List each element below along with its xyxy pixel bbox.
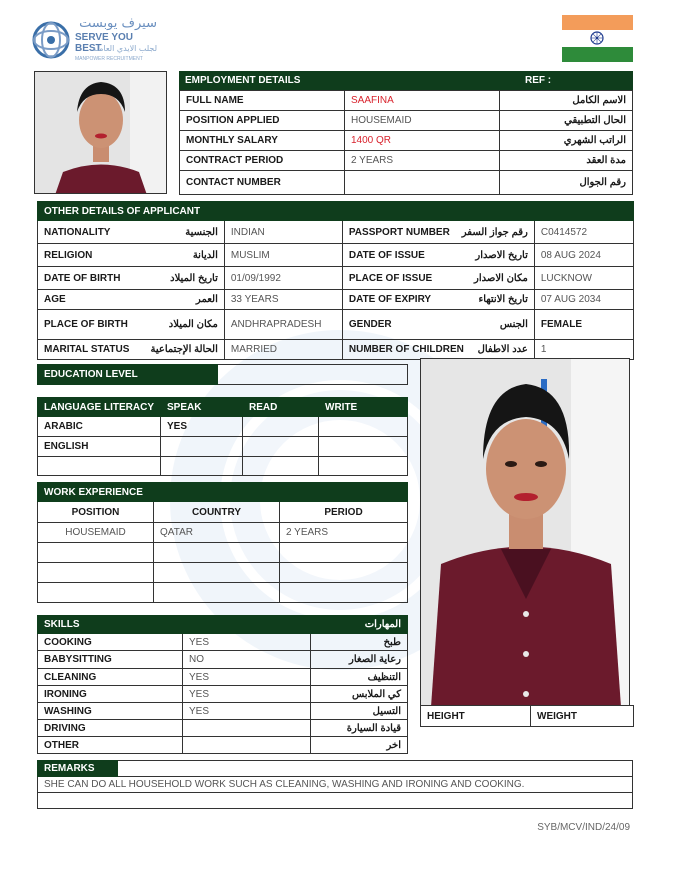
table-row [38, 340, 634, 360]
skill-value: YES [183, 669, 311, 686]
measurements-table [420, 705, 634, 727]
write-col-header: WRITE [319, 398, 408, 417]
contract-period-arabic: مدة العقد [500, 151, 633, 171]
skill-arabic: رعاية الصغار [311, 651, 408, 669]
date-of-birth-value: 01/09/1992 [224, 267, 342, 290]
weight-label: WEIGHT [531, 706, 634, 727]
ref-label: REF : [519, 71, 633, 90]
period-cell [280, 563, 408, 583]
education-table [37, 364, 408, 385]
table-row [38, 720, 408, 737]
height-label: HEIGHT [421, 706, 531, 727]
skill-arabic: التسيل [311, 703, 408, 720]
table-row [180, 131, 633, 151]
other-details-table [37, 201, 634, 360]
gender-value: FEMALE [534, 310, 633, 340]
table-row [38, 523, 408, 543]
number-of-children-label: NUMBER OF CHILDREN عدد الاطفال [342, 340, 534, 360]
table-row [38, 563, 408, 583]
logo-english-tagline: MANPOWER RECRUITMENT [75, 56, 143, 62]
age-label: AGE [38, 290, 136, 310]
table-row [38, 457, 408, 476]
date-of-birth-arabic: تاريخ الميلاد [135, 267, 224, 290]
speak-col-header: SPEAK [161, 398, 243, 417]
write-cell [319, 437, 408, 457]
read-cell [243, 417, 319, 437]
passport-number-value: C0414572 [534, 221, 633, 244]
work-experience-header: WORK EXPERIENCE [38, 483, 280, 502]
table-header-row [38, 202, 634, 221]
skill-label: COOKING [38, 634, 183, 651]
monthly-salary-arabic: الراتب الشهري [500, 131, 633, 151]
speak-cell [161, 457, 243, 476]
employment-details-table [179, 90, 633, 195]
logo-english-name: SERVE YOU BEST [75, 32, 133, 54]
table-row [38, 267, 634, 290]
table-row [180, 111, 633, 131]
place-of-issue-label: PLACE OF ISSUE مكان الاصدار [342, 267, 534, 290]
monthly-salary-value: 1400 QR [345, 131, 500, 151]
position-cell [38, 583, 154, 603]
skill-arabic: طبخ [311, 634, 408, 651]
country-cell [154, 583, 280, 603]
other-details-header: OTHER DETAILS OF APPLICANT [38, 202, 343, 221]
table-row [38, 651, 408, 669]
contact-number-label: CONTACT NUMBER [180, 171, 345, 195]
table-row [38, 437, 408, 457]
skills-header-arabic: المهارات [311, 616, 408, 634]
contract-period-label: CONTRACT PERIOD [180, 151, 345, 171]
age-arabic: العمر [135, 290, 224, 310]
table-header-row [38, 398, 408, 417]
marital-status-value: MARRIED [224, 340, 342, 360]
passport-number-label: PASSPORT NUMBER رقم جواز السفر [342, 221, 534, 244]
language-cell [38, 457, 161, 476]
skill-value [183, 737, 311, 754]
table-row [38, 686, 408, 703]
place-of-birth-value: ANDHRAPRADESH [224, 310, 342, 340]
speak-cell: YES [161, 417, 243, 437]
skill-value: NO [183, 651, 311, 669]
speak-cell [161, 437, 243, 457]
contact-number-arabic: رقم الجوال [500, 171, 633, 195]
skill-arabic: اخر [311, 737, 408, 754]
table-row [38, 417, 408, 437]
table-row [180, 91, 633, 111]
read-col-header: READ [243, 398, 319, 417]
religion-arabic: الديانة [135, 244, 224, 267]
country-cell: QATAR [154, 523, 280, 543]
skill-arabic: كي الملابس [311, 686, 408, 703]
skills-header: SKILLS [38, 616, 311, 634]
language-table [37, 397, 408, 476]
table-row [38, 583, 408, 603]
applicant-photo-small [34, 71, 167, 194]
logo-arabic-tagline: لجلب الايدي العاملة [92, 44, 157, 53]
gender-label: GENDER الجنس [342, 310, 534, 340]
date-of-birth-label: DATE OF BIRTH [38, 267, 136, 290]
skill-value [183, 720, 311, 737]
date-of-issue-value: 08 AUG 2024 [534, 244, 633, 267]
period-cell [280, 543, 408, 563]
skill-label: WASHING [38, 703, 183, 720]
position-cell [38, 563, 154, 583]
skill-arabic: قيادة السيارة [311, 720, 408, 737]
skill-value: YES [183, 703, 311, 720]
contact-number-value [345, 171, 500, 195]
table-header-row [38, 483, 408, 502]
table-row [38, 310, 634, 340]
age-value: 33 YEARS [224, 290, 342, 310]
india-flag [562, 15, 633, 62]
position-applied-label: POSITION APPLIED [180, 111, 345, 131]
period-col-header: PERIOD [280, 502, 408, 523]
date-of-expiry-label: DATE OF EXPIRY تاريخ الانتهاء [342, 290, 534, 310]
position-cell [38, 543, 154, 563]
period-cell [280, 583, 408, 603]
applicant-photo-large [420, 358, 630, 706]
logo-arabic-name: سيرف يوبست [79, 16, 157, 31]
table-row [38, 290, 634, 310]
marital-status-arabic: الحالة الإجتماعية [135, 340, 224, 360]
position-applied-arabic: الحال التطبيقي [500, 111, 633, 131]
skill-arabic: التنظيف [311, 669, 408, 686]
read-cell [243, 457, 319, 476]
remarks-text: SHE CAN DO ALL HOUSEHOLD WORK SUCH AS CLEANING, WASHING AND IRONING AND COOKING. [38, 777, 633, 793]
monthly-salary-label: MONTHLY SALARY [180, 131, 345, 151]
document-code: SYB/MCV/IND/24/09 [537, 822, 630, 833]
language-cell: ARABIC [38, 417, 161, 437]
table-row [38, 543, 408, 563]
work-experience-table [37, 482, 408, 603]
remarks-header: REMARKS [38, 761, 118, 777]
country-cell [154, 563, 280, 583]
religion-label: RELIGION [38, 244, 136, 267]
language-cell: ENGLISH [38, 437, 161, 457]
contract-period-value: 2 YEARS [345, 151, 500, 171]
position-applied-value: HOUSEMAID [345, 111, 500, 131]
language-col-header: LANGUAGE LITERACY [38, 398, 161, 417]
education-value [218, 365, 408, 385]
table-row [38, 793, 633, 809]
skill-label: DRIVING [38, 720, 183, 737]
table-row [180, 151, 633, 171]
table-row [180, 171, 633, 195]
table-header-row [38, 616, 408, 634]
read-cell [243, 437, 319, 457]
nationality-arabic: الجنسية [135, 221, 224, 244]
position-col-header: POSITION [38, 502, 154, 523]
place-of-birth-arabic: مكان الميلاد [135, 310, 224, 340]
skill-label: CLEANING [38, 669, 183, 686]
religion-value: MUSLIM [224, 244, 342, 267]
skill-label: IRONING [38, 686, 183, 703]
skills-table [37, 615, 408, 754]
position-cell: HOUSEMAID [38, 523, 154, 543]
table-row [38, 244, 634, 267]
table-row [38, 777, 633, 793]
place-of-birth-label: PLACE OF BIRTH [38, 310, 136, 340]
country-col-header: COUNTRY [154, 502, 280, 523]
period-cell: 2 YEARS [280, 523, 408, 543]
table-row [38, 221, 634, 244]
full-name-value: SAAFINA [345, 91, 500, 111]
skill-value: YES [183, 686, 311, 703]
remarks-table [37, 760, 633, 809]
logo-icon [31, 18, 71, 62]
skill-label: OTHER [38, 737, 183, 754]
employment-details-header: EMPLOYMENT DETAILS [179, 71, 519, 90]
nationality-value: INDIAN [224, 221, 342, 244]
number-of-children-value: 1 [534, 340, 633, 360]
table-row [38, 703, 408, 720]
full-name-label: FULL NAME [180, 91, 345, 111]
date-of-issue-label: DATE OF ISSUE تاريخ الاصدار [342, 244, 534, 267]
table-row [38, 634, 408, 651]
skill-label: BABYSITTING [38, 651, 183, 669]
country-cell [154, 543, 280, 563]
table-row [38, 502, 408, 523]
place-of-issue-value: LUCKNOW [534, 267, 633, 290]
skill-value: YES [183, 634, 311, 651]
company-logo [31, 16, 161, 66]
date-of-expiry-value: 07 AUG 2034 [534, 290, 633, 310]
nationality-label: NATIONALITY [38, 221, 136, 244]
write-cell [319, 457, 408, 476]
write-cell [319, 417, 408, 437]
ashoka-chakra-icon [590, 31, 604, 45]
table-row [38, 737, 408, 754]
table-row [38, 669, 408, 686]
marital-status-label: MARITAL STATUS [38, 340, 136, 360]
full-name-arabic: الاسم الكامل [500, 91, 633, 111]
education-header: EDUCATION LEVEL [38, 365, 218, 385]
